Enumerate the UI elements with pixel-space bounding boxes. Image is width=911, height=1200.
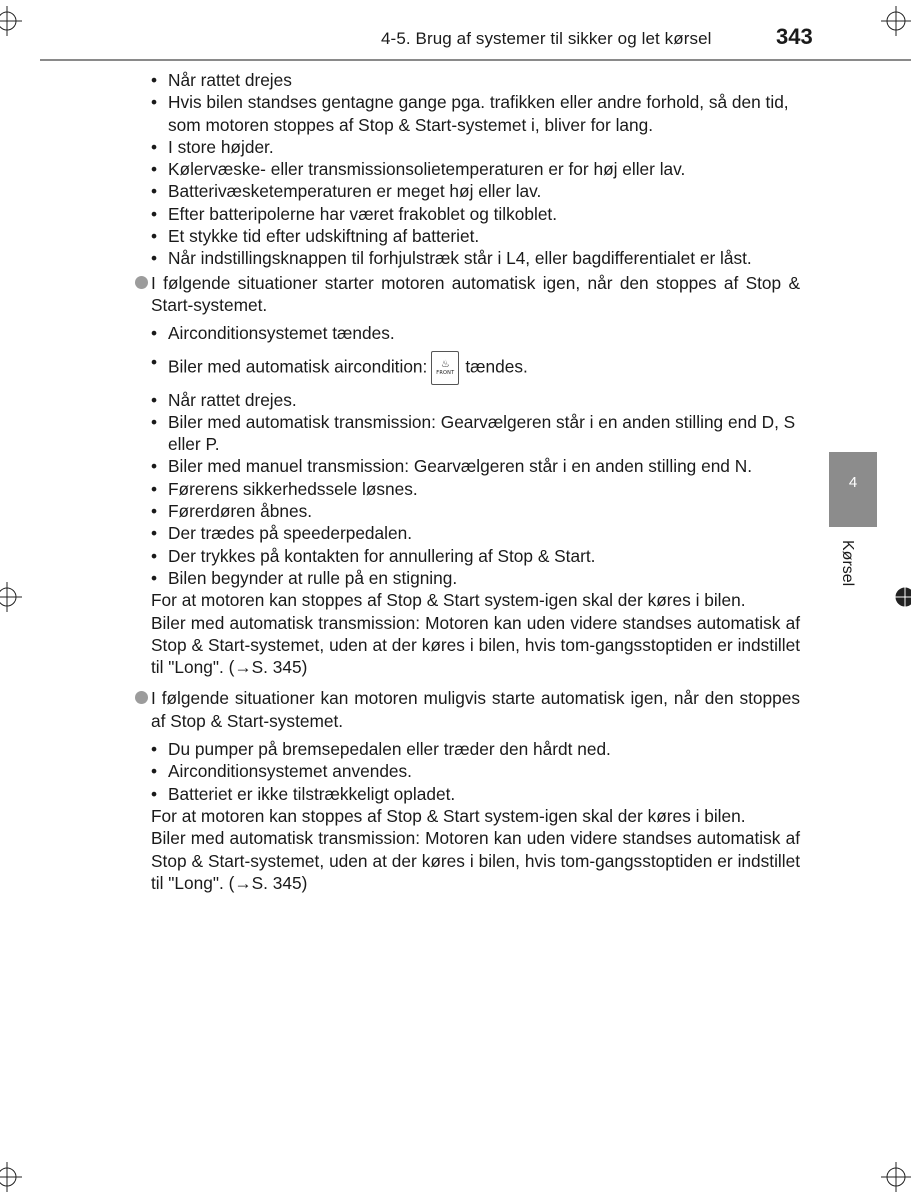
section-intro: I følgende situationer kan motoren muligvis starte automatisk igen, når den stoppes af Stop & Start-systemet.: [151, 688, 800, 731]
ac-item-text: Biler med automatisk aircondition:: [168, 356, 428, 377]
section-header-title: 4-5. Brug af systemer til sikker og let kørsel: [381, 29, 712, 48]
list-item: • Du pumper på bremsepedalen eller træder den hårdt ned.: [135, 738, 800, 760]
page-content: [135, 69, 800, 894]
section-intro: I følgende situationer starter motoren automatisk igen, når den stoppes af Stop & Start-systemet.: [151, 272, 800, 315]
list-item: • Airconditionsystemet tændes.: [135, 322, 800, 344]
section-auto-restart: [135, 272, 800, 317]
list-item: • Hvis bilen standses gentagne gange pga. trafikken eller andre forhold, så den tid, som motoren stoppes af Stop & Start-systemet i, bliver for lang.: [135, 91, 800, 136]
section-circle-icon: [135, 276, 148, 289]
list-item: • Der trykkes på kontakten for annullering af Stop & Start.: [135, 545, 800, 567]
note-paragraph: Biler med automatisk transmission: Motoren kan uden videre standses automatisk af Stop & Start-systemet, uden at der køres i bilen, hvis tom-gangsstoptiden er indstillet til "Long". (→S. 345): [151, 612, 800, 678]
registration-mark-icon: [0, 582, 22, 612]
possible-restart-list: [135, 738, 800, 805]
section-circle-icon: [135, 691, 148, 704]
header-divider: [40, 59, 911, 61]
list-item: • Biler med manuel transmission: Gearvælgeren står i en anden stilling end N.: [135, 455, 800, 477]
registration-mark-icon: [881, 6, 911, 36]
note-paragraph: For at motoren kan stoppes af Stop & Start system-igen skal der køres i bilen.: [151, 805, 746, 826]
list-item: • Når rattet drejes: [135, 69, 800, 91]
page-number: 343: [776, 24, 813, 49]
note-paragraph: For at motoren kan stoppes af Stop & Start system-igen skal der køres i bilen.: [151, 590, 746, 611]
front-button-label: FRONT: [436, 369, 455, 376]
list-item: • Førerens sikkerhedssele løsnes.: [135, 478, 800, 500]
front-defroster-button-icon: ♨ FRONT: [431, 351, 459, 385]
list-item: • Bilen begynder at rulle på en stigning.: [135, 567, 800, 589]
list-item: • Batterivæsketemperaturen er meget høj eller lav.: [135, 180, 800, 202]
registration-mark-icon: [0, 1162, 22, 1192]
list-item-ac-button: [135, 351, 800, 385]
chapter-label: Kørsel: [839, 540, 856, 587]
list-item: • Biler med automatisk transmission: Gearvælgeren står i en anden stilling end D, S eller P.: [135, 411, 800, 456]
list-item: • Efter batteripolerne har været frakoblet og tilkoblet.: [135, 203, 800, 225]
list-item: • Der trædes på speederpedalen.: [135, 522, 800, 544]
registration-mark-icon: [881, 1162, 911, 1192]
conditions-list: [135, 69, 800, 270]
list-item: • Batteriet er ikke tilstrækkeligt opladet.: [135, 783, 800, 805]
chapter-tab: [829, 452, 877, 527]
chapter-number: 4: [848, 474, 858, 491]
registration-mark-icon: [0, 6, 22, 36]
restart-conditions-list: [135, 322, 800, 589]
list-item: • Airconditionsystemet anvendes.: [135, 760, 800, 782]
list-item: • Når indstillingsknappen til forhjulstræk står i L4, eller bagdifferentialet er låst.: [135, 247, 800, 269]
list-item: • Førerdøren åbnes.: [135, 500, 800, 522]
note-paragraph: Biler med automatisk transmission: Motoren kan uden videre standses automatisk af Stop & Start-systemet, uden at der køres i bilen, hvis tom-gangsstoptiden er indstillet til "Long". (→S. 345): [151, 828, 800, 893]
registration-mark-icon: [890, 582, 911, 612]
list-item: • Et stykke tid efter udskiftning af batteriet.: [135, 225, 800, 247]
ac-item-text-after: tændes.: [465, 356, 528, 377]
list-item: • Kølervæske- eller transmissionsolietemperaturen er for høj eller lav.: [135, 158, 800, 180]
section-possible-restart: [135, 687, 800, 732]
list-item: • I store højder.: [135, 136, 800, 158]
list-item: • Når rattet drejes.: [135, 389, 800, 411]
